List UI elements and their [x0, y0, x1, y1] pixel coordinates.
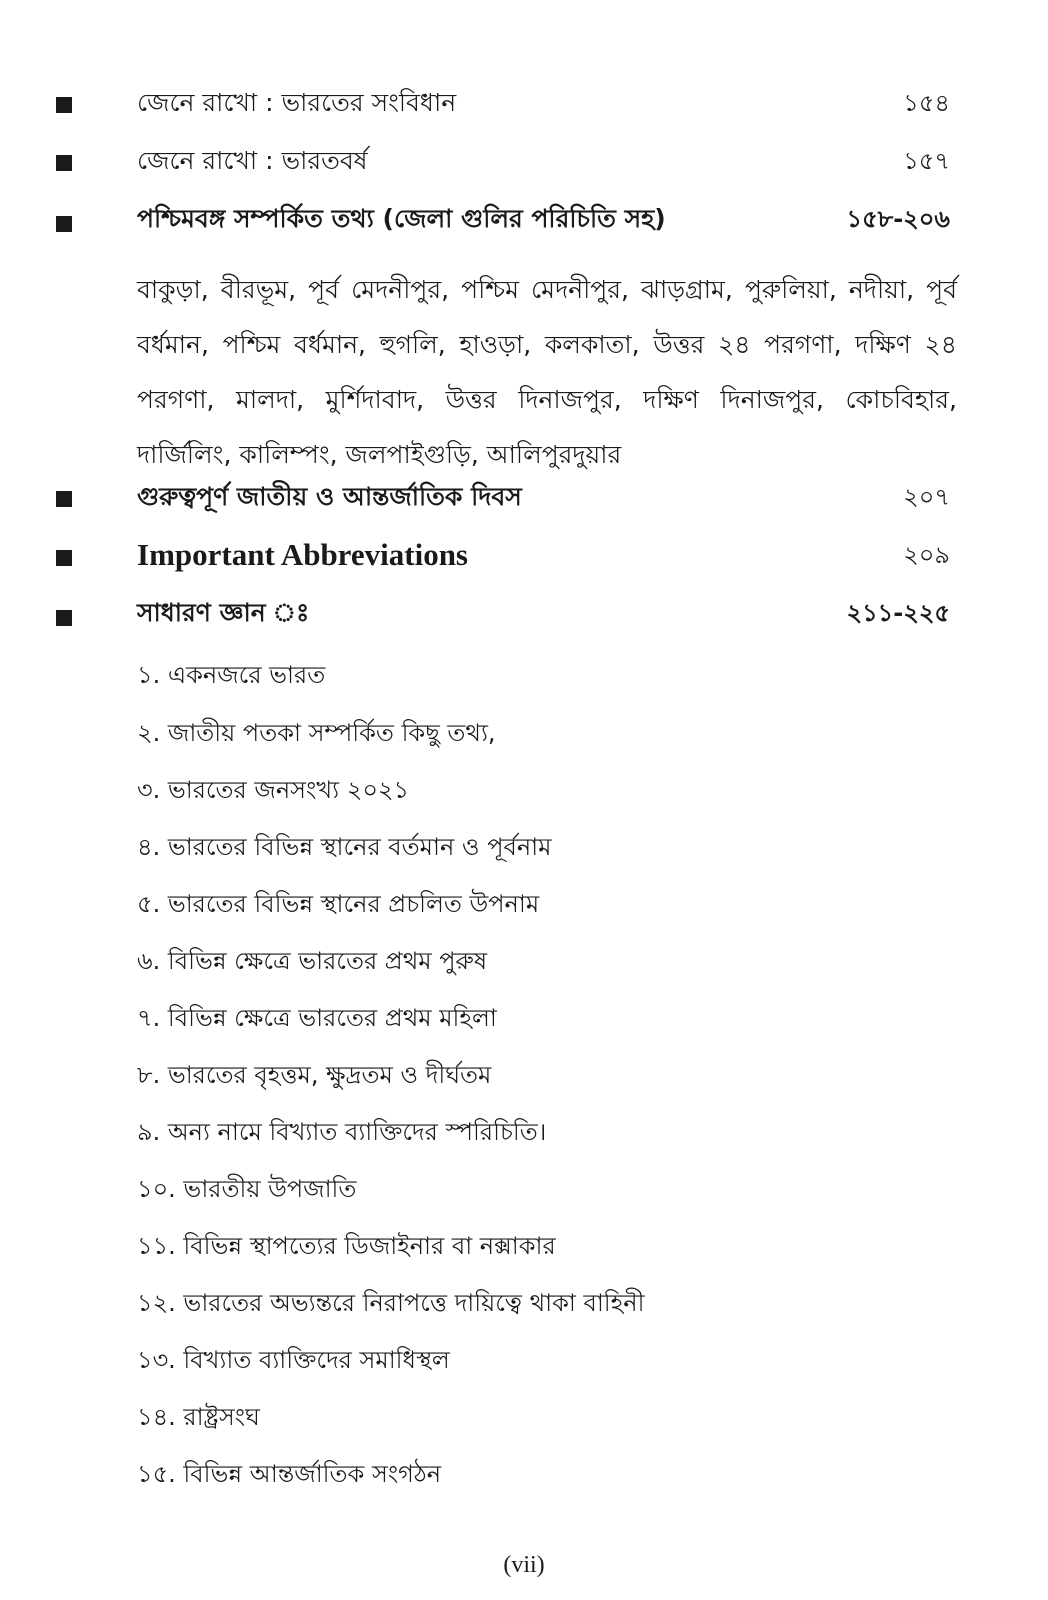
toc-entry-title: জেনে রাখো : ভারতের সংবিধান — [137, 88, 457, 117]
toc-entry-page: ১৫৮-২০৬ — [846, 205, 950, 233]
list-item: ১৩. বিখ্যাত ব্যাক্তিদের সমাধিস্থল — [137, 1346, 450, 1374]
toc-entry-title: জেনে রাখো : ভারতবর্ষ — [137, 146, 368, 175]
square-bullet-icon — [56, 491, 72, 507]
page-number: (vii) — [503, 1552, 545, 1578]
toc-entry-title: Important Abbreviations — [137, 537, 468, 572]
list-item: ৫. ভারতের বিভিন্ন স্থানের প্রচলিত উপনাম — [137, 890, 540, 918]
list-item: ১১. বিভিন্ন স্থাপত্যের ডিজাইনার বা নক্সাকার — [137, 1232, 556, 1260]
square-bullet-icon — [56, 216, 72, 232]
toc-entry-page: ১৫৭ — [903, 147, 950, 175]
list-item: ২. জাতীয় পতকা সম্পর্কিত কিছু তথ্য, — [137, 719, 496, 747]
toc-entry-page: ২০৭ — [903, 483, 950, 511]
list-item: ৩. ভারতের জনসংখ্য ২০২১ — [137, 776, 410, 804]
toc-entry-page: ২০৯ — [903, 541, 950, 569]
square-bullet-icon — [56, 550, 72, 566]
list-item: ১৪. রাষ্ট্রসংঘ — [137, 1403, 260, 1431]
toc-entry-title: পশ্চিমবঙ্গ সম্পর্কিত তথ্য (জেলা গুলির পরিচিতি সহ) — [137, 204, 666, 233]
toc-entry-page: ১৫৪ — [903, 89, 950, 117]
toc-entry-page: ২১১-২২৫ — [846, 599, 950, 627]
list-item: ৯. অন্য নামে বিখ্যাত ব্যাক্তিদের স্পরিচিতি। — [137, 1118, 547, 1146]
list-item: ৪. ভারতের বিভিন্ন স্থানের বর্তমান ও পূর্বনাম — [137, 833, 552, 861]
toc-entry-title: গুরুত্বপূর্ণ জাতীয় ও আন্তর্জাতিক দিবস — [137, 482, 522, 511]
list-item: ৬. বিভিন্ন ক্ষেত্রে ভারতের প্রথম পুরুষ — [137, 947, 488, 975]
square-bullet-icon — [56, 155, 72, 171]
list-item: ১. একনজরে ভারত — [137, 661, 326, 689]
square-bullet-icon — [56, 97, 72, 113]
list-item: ৮. ভারতের বৃহত্তম, ক্ষুদ্রতম ও দীর্ঘতম — [137, 1061, 492, 1089]
square-bullet-icon — [56, 610, 72, 626]
list-item: ১৫. বিভিন্ন আন্তর্জাতিক সংগঠন — [137, 1460, 442, 1488]
district-list: বাকুড়া, বীরভূম, পূর্ব মেদনীপুর, পশ্চিম মেদনীপুর, ঝাড়গ্রাম, পুরুলিয়া, নদীয়া, পূর্ব বর্ধমান, পশ্চিম বর্ধমান, হুগলি, হাওড়া, কলকাতা, উত্তর ২৪ পরগণা, দক্ষিণ ২৪ পরগণা, মালদা, মুর্শিদাবাদ, উত্তর দিনাজপুর, দক্ষিণ দিনাজপুর, কোচবিহার, দার্জিলিং, কালিম্পং, জলপাইগুড়ি, আলিপুরদুয়ার — [137, 275, 957, 469]
toc-entry-title: সাধারণ জ্ঞান ঃ — [137, 598, 310, 627]
list-item: ১০. ভারতীয় উপজাতি — [137, 1175, 357, 1203]
list-item: ৭. বিভিন্ন ক্ষেত্রে ভারতের প্রথম মহিলা — [137, 1004, 497, 1032]
list-item: ১২. ভারতের অভ্যন্তরে নিরাপত্তে দায়িত্বে থাকা বাহিনী — [137, 1289, 645, 1317]
